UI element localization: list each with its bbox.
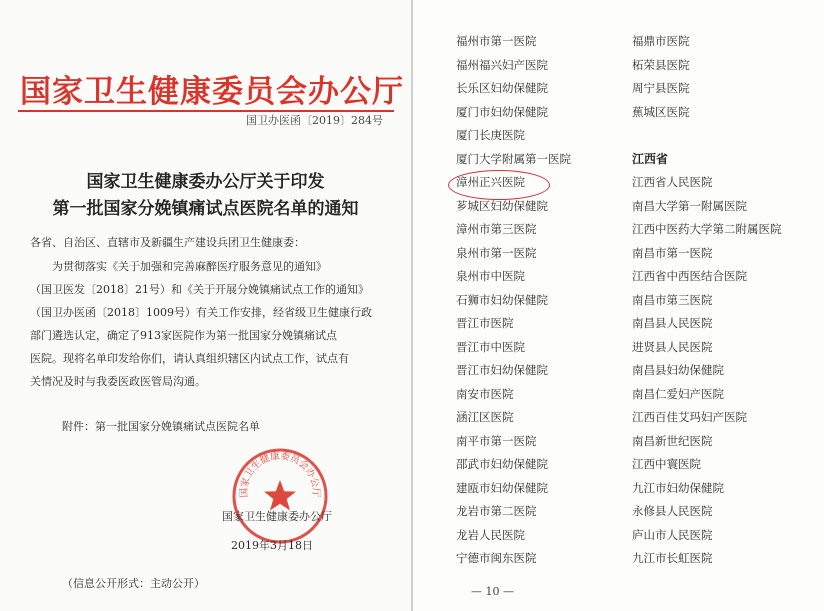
highlight-circle (448, 170, 550, 200)
left-document-page (0, 0, 411, 611)
list-item: 九江市妇幼保健院 (632, 480, 724, 495)
list-item: 龙岩人民医院 (456, 527, 525, 542)
signature-organization: 国家卫生健康委办公厅 (222, 510, 332, 523)
list-item: 南平市第一医院 (456, 433, 537, 448)
list-item: 南昌县妇幼保健院 (632, 363, 724, 377)
hospital-list-right-column (632, 30, 782, 571)
list-item: 福州福兴妇产医院 (456, 57, 548, 72)
list-item: 晋江市医院 (456, 316, 514, 330)
body-line: 为贯彻落实《关于加强和完善麻醉医疗服务意见的通知》 (30, 260, 327, 273)
list-item: 福鼎市医院 (632, 34, 690, 48)
list-item: 江西省人民医院 (632, 175, 713, 189)
list-item: 晋江市中医院 (456, 339, 525, 354)
list-item: 九江市长虹医院 (632, 551, 713, 565)
list-item: 南昌市第一医院 (632, 245, 713, 260)
addressee-line: 各省、自治区、直辖市及新疆生产建设兵团卫生健康委： (30, 236, 305, 249)
body-line: 医院。现将名单印发给你们，请认真组织辖区内试点工作，试点有 (30, 352, 349, 365)
right-list-page (413, 0, 824, 611)
list-item: 厦门长庚医院 (456, 128, 525, 142)
list-item: 进贤县人民医院 (632, 339, 713, 354)
list-item: 石狮市妇幼保健院 (456, 292, 548, 307)
list-item: 建瓯市妇幼保健院 (456, 480, 548, 495)
list-item: 福州市第一医院 (456, 34, 537, 48)
list-item: 南昌仁爱妇产医院 (632, 386, 724, 401)
list-item: 江西中寰医院 (632, 457, 701, 471)
list-item: 宁德市闽东医院 (456, 551, 537, 565)
notice-body (30, 255, 390, 393)
list-item: 泉州市第一医院 (456, 245, 537, 260)
list-item-highlighted: 漳州正兴医院 (456, 175, 525, 189)
list-item: 晋江市妇幼保健院 (456, 363, 548, 377)
list-item: 厦门大学附属第一医院 (456, 151, 571, 166)
svg-text:国家卫生健康委员会办公厅: 国家卫生健康委员会办公厅 (238, 450, 322, 498)
body-line: （国卫医发〔2018〕21号）和《关于开展分娩镇痛试点工作的通知》 (30, 283, 369, 296)
body-line: 关情况及时与我委医政医管局沟通。 (30, 375, 206, 388)
list-item: 南安市医院 (456, 386, 514, 401)
body-line: 部门遴选认定，确定了913家医院作为第一批国家分娩镇痛试点 (30, 329, 337, 342)
list-item: 漳州市第三医院 (456, 222, 537, 236)
signature-date: 2019年3月18日 (231, 539, 313, 552)
page-number: — 10 — (471, 585, 514, 598)
list-item: 江西中医药大学第二附属医院 (632, 222, 782, 236)
list-item: 蕉城区医院 (632, 104, 690, 119)
list-item: 厦门市妇幼保健院 (456, 104, 548, 119)
disclosure-note: （信息公开形式：主动公开） (62, 577, 205, 590)
list-item: 邵武市妇幼保健院 (456, 457, 548, 471)
list-item: 南昌大学第一附属医院 (632, 198, 747, 213)
official-seal-icon (230, 446, 330, 546)
list-item: 南昌县人民医院 (632, 316, 713, 330)
hospital-list-left-column (456, 30, 571, 571)
list-item: 长乐区妇幼保健院 (456, 81, 548, 95)
list-item: 泉州市中医院 (456, 269, 525, 283)
list-item: 涵江区医院 (456, 410, 514, 424)
list-item: 江西百佳艾玛妇产医院 (632, 410, 747, 424)
notice-title-line-2: 第一批国家分娩镇痛试点医院名单的通知 (52, 199, 359, 219)
list-item: 南昌新世纪医院 (632, 433, 713, 448)
list-item: 柘荣县医院 (632, 57, 690, 72)
attachment-line: 附件：第一批国家分娩镇痛试点医院名单 (62, 420, 260, 433)
document-number: 国卫办医函〔2019〕284号 (246, 114, 383, 127)
list-item: 永修县人民医院 (632, 504, 713, 518)
province-heading: 江西省 (632, 151, 669, 166)
list-item: 芗城区妇幼保健院 (456, 198, 548, 213)
list-item: 江西省中西医结合医院 (632, 269, 747, 283)
list-item: 庐山市人民医院 (632, 527, 713, 542)
body-line: （国卫办医函〔2018〕1009号）有关工作安排，经省级卫生健康行政 (30, 306, 372, 319)
list-item: 南昌市第三医院 (632, 292, 713, 307)
list-item: 周宁县医院 (632, 81, 690, 95)
notice-title-line-1: 国家卫生健康委办公厅关于印发 (86, 172, 325, 192)
list-item: 龙岩市第二医院 (456, 504, 537, 518)
letterhead-title: 国家卫生健康委员会办公厅 (20, 74, 404, 110)
